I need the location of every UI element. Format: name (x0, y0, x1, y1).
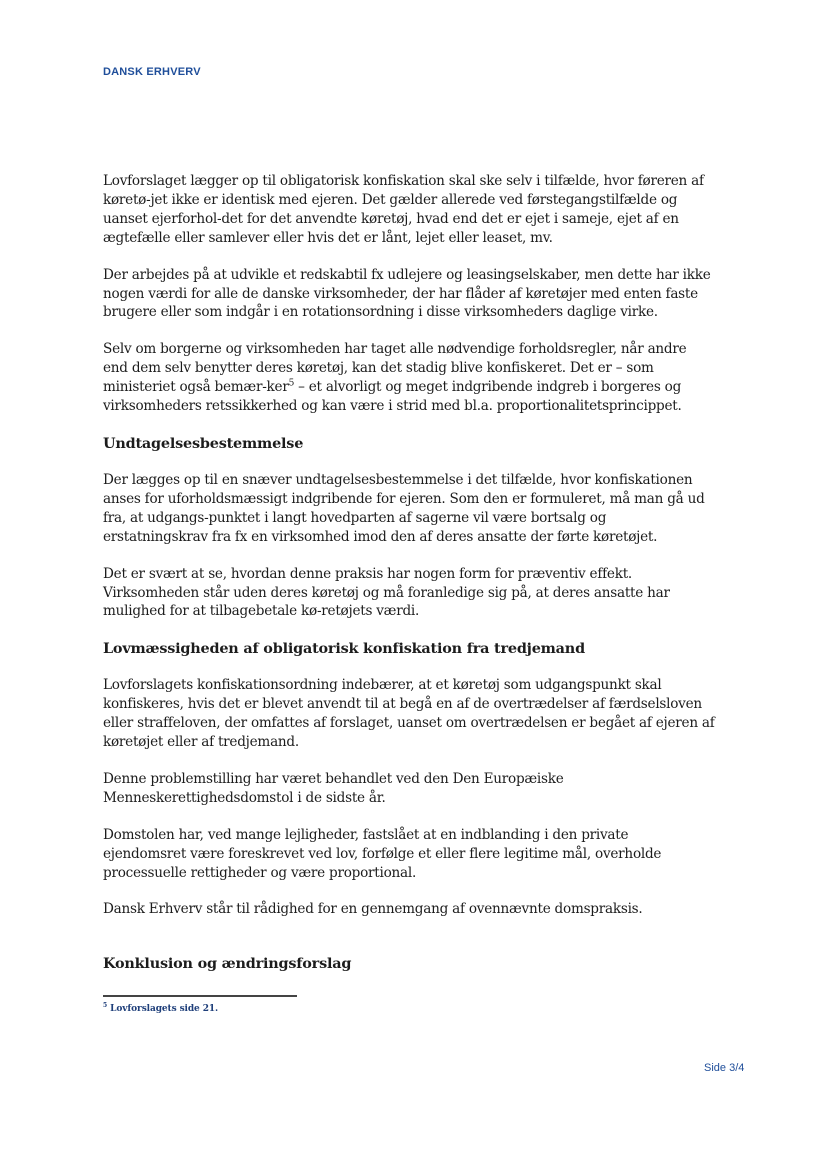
paragraph-9: Dansk Erhverv står til rådighed for en gennemgang af ovennævnte domspraksis. (103, 901, 643, 918)
paragraph-4: Der lægges op til en snæver undtagelsesbestemmelse i det tilfælde, hvor konfiskationen anses for uforholdsmæssigt indgribende for ejeren. Som den er formuleret, må man gå ud fra, at udgangs-punktet i langt hovedparten af sagerne vil være bortsalg og erstatningskrav fra fx en virksomhed imod den af deres ansatte der førte køretøjet. (103, 471, 705, 545)
paragraph-3-start: Selv om borgerne og virksomheden har taget alle nødvendige forholdsregler, når andre end dem selv benytter deres køretøj, kan det stadig blive konfiskeret. Det er – som ministeriet også bemær-ker (103, 341, 687, 396)
heading-lovmaessigheden: Lovmæssigheden af obligatorisk konfiskation fra tredjemand (103, 640, 585, 658)
document-body (103, 172, 715, 991)
paragraph-1: Lovforslaget lægger op til obligatorisk konfiskation skal ske selv i tilfælde, hvor føreren af køretø-jet ikke er identisk med ejeren. Det gælder allerede ved førstegangstilfælde og uanset ejerforhol-det for det anvendte køretøj, hvad end det er ejet i sameje, ejet af en ægtefælle eller samlever eller hvis det er lånt, lejet eller leaset, mv. (103, 173, 704, 246)
heading-undtagelsesbestemmelse: Undtagelsesbestemmelse (103, 434, 304, 452)
footnote-marker: 5 (103, 1002, 108, 1009)
footnote-text: Lovforslagets side 21. (107, 1004, 219, 1014)
footnote (103, 1004, 218, 1014)
paragraph-7: Denne problemstilling har været behandlet ved den Den Europæiske Menneskerettighedsdomstol i de sidste år. (103, 770, 564, 806)
heading-konklusion: Konklusion og ændringsforslag (103, 955, 352, 973)
page-number: Side 3/4 (704, 1062, 745, 1074)
footnote-divider (103, 995, 297, 997)
paragraph-8: Domstolen har, ved mange lejligheder, fastslået at en indblanding i den private ejendomsret være foreskrevet ved lov, forfølge et eller flere legitime mål, overholde processuelle rettigheder og være proportional. (103, 826, 662, 881)
paragraph-3 (103, 340, 715, 416)
paragraph-2: Der arbejdes på at udvikle et redskabtil fx udlejere og leasingselskaber, men dette har ikke nogen værdi for alle de danske virksomheder, der har flåder af køretøjer med enten faste brugere eller som indgår i en rotationsordning i disse virksomheders daglige virke. (103, 266, 711, 321)
paragraph-6: Lovforslagets konfiskationsordning indebærer, at et køretøj som udgangspunkt skal konfiskeres, hvis det er blevet anvendt til at begå en af de overtrædelser af færdselsloven eller straffeloven, der omfattes af forslaget, uanset om overtrædelsen er begået af ejeren af køretøjet eller af tredjemand. (103, 677, 715, 751)
paragraph-5: Det er svært at se, hvordan denne praksis har nogen form for præventiv effekt. Virksomheden står uden deres køretøj og må foranledige sig på, at deres ansatte har mulighed for at tilbagebetale kø-retøjets værdi. (103, 565, 670, 620)
organization-header: DANSK ERHVERV (103, 66, 201, 78)
footnote-reference: 5 (288, 378, 295, 389)
paragraph-3-end: – et alvorligt og meget indgribende indgreb i borgeres og virksomheders retssikkerhed og kan være i strid med bl.a. proportionalitetsprincippet. (103, 379, 682, 415)
